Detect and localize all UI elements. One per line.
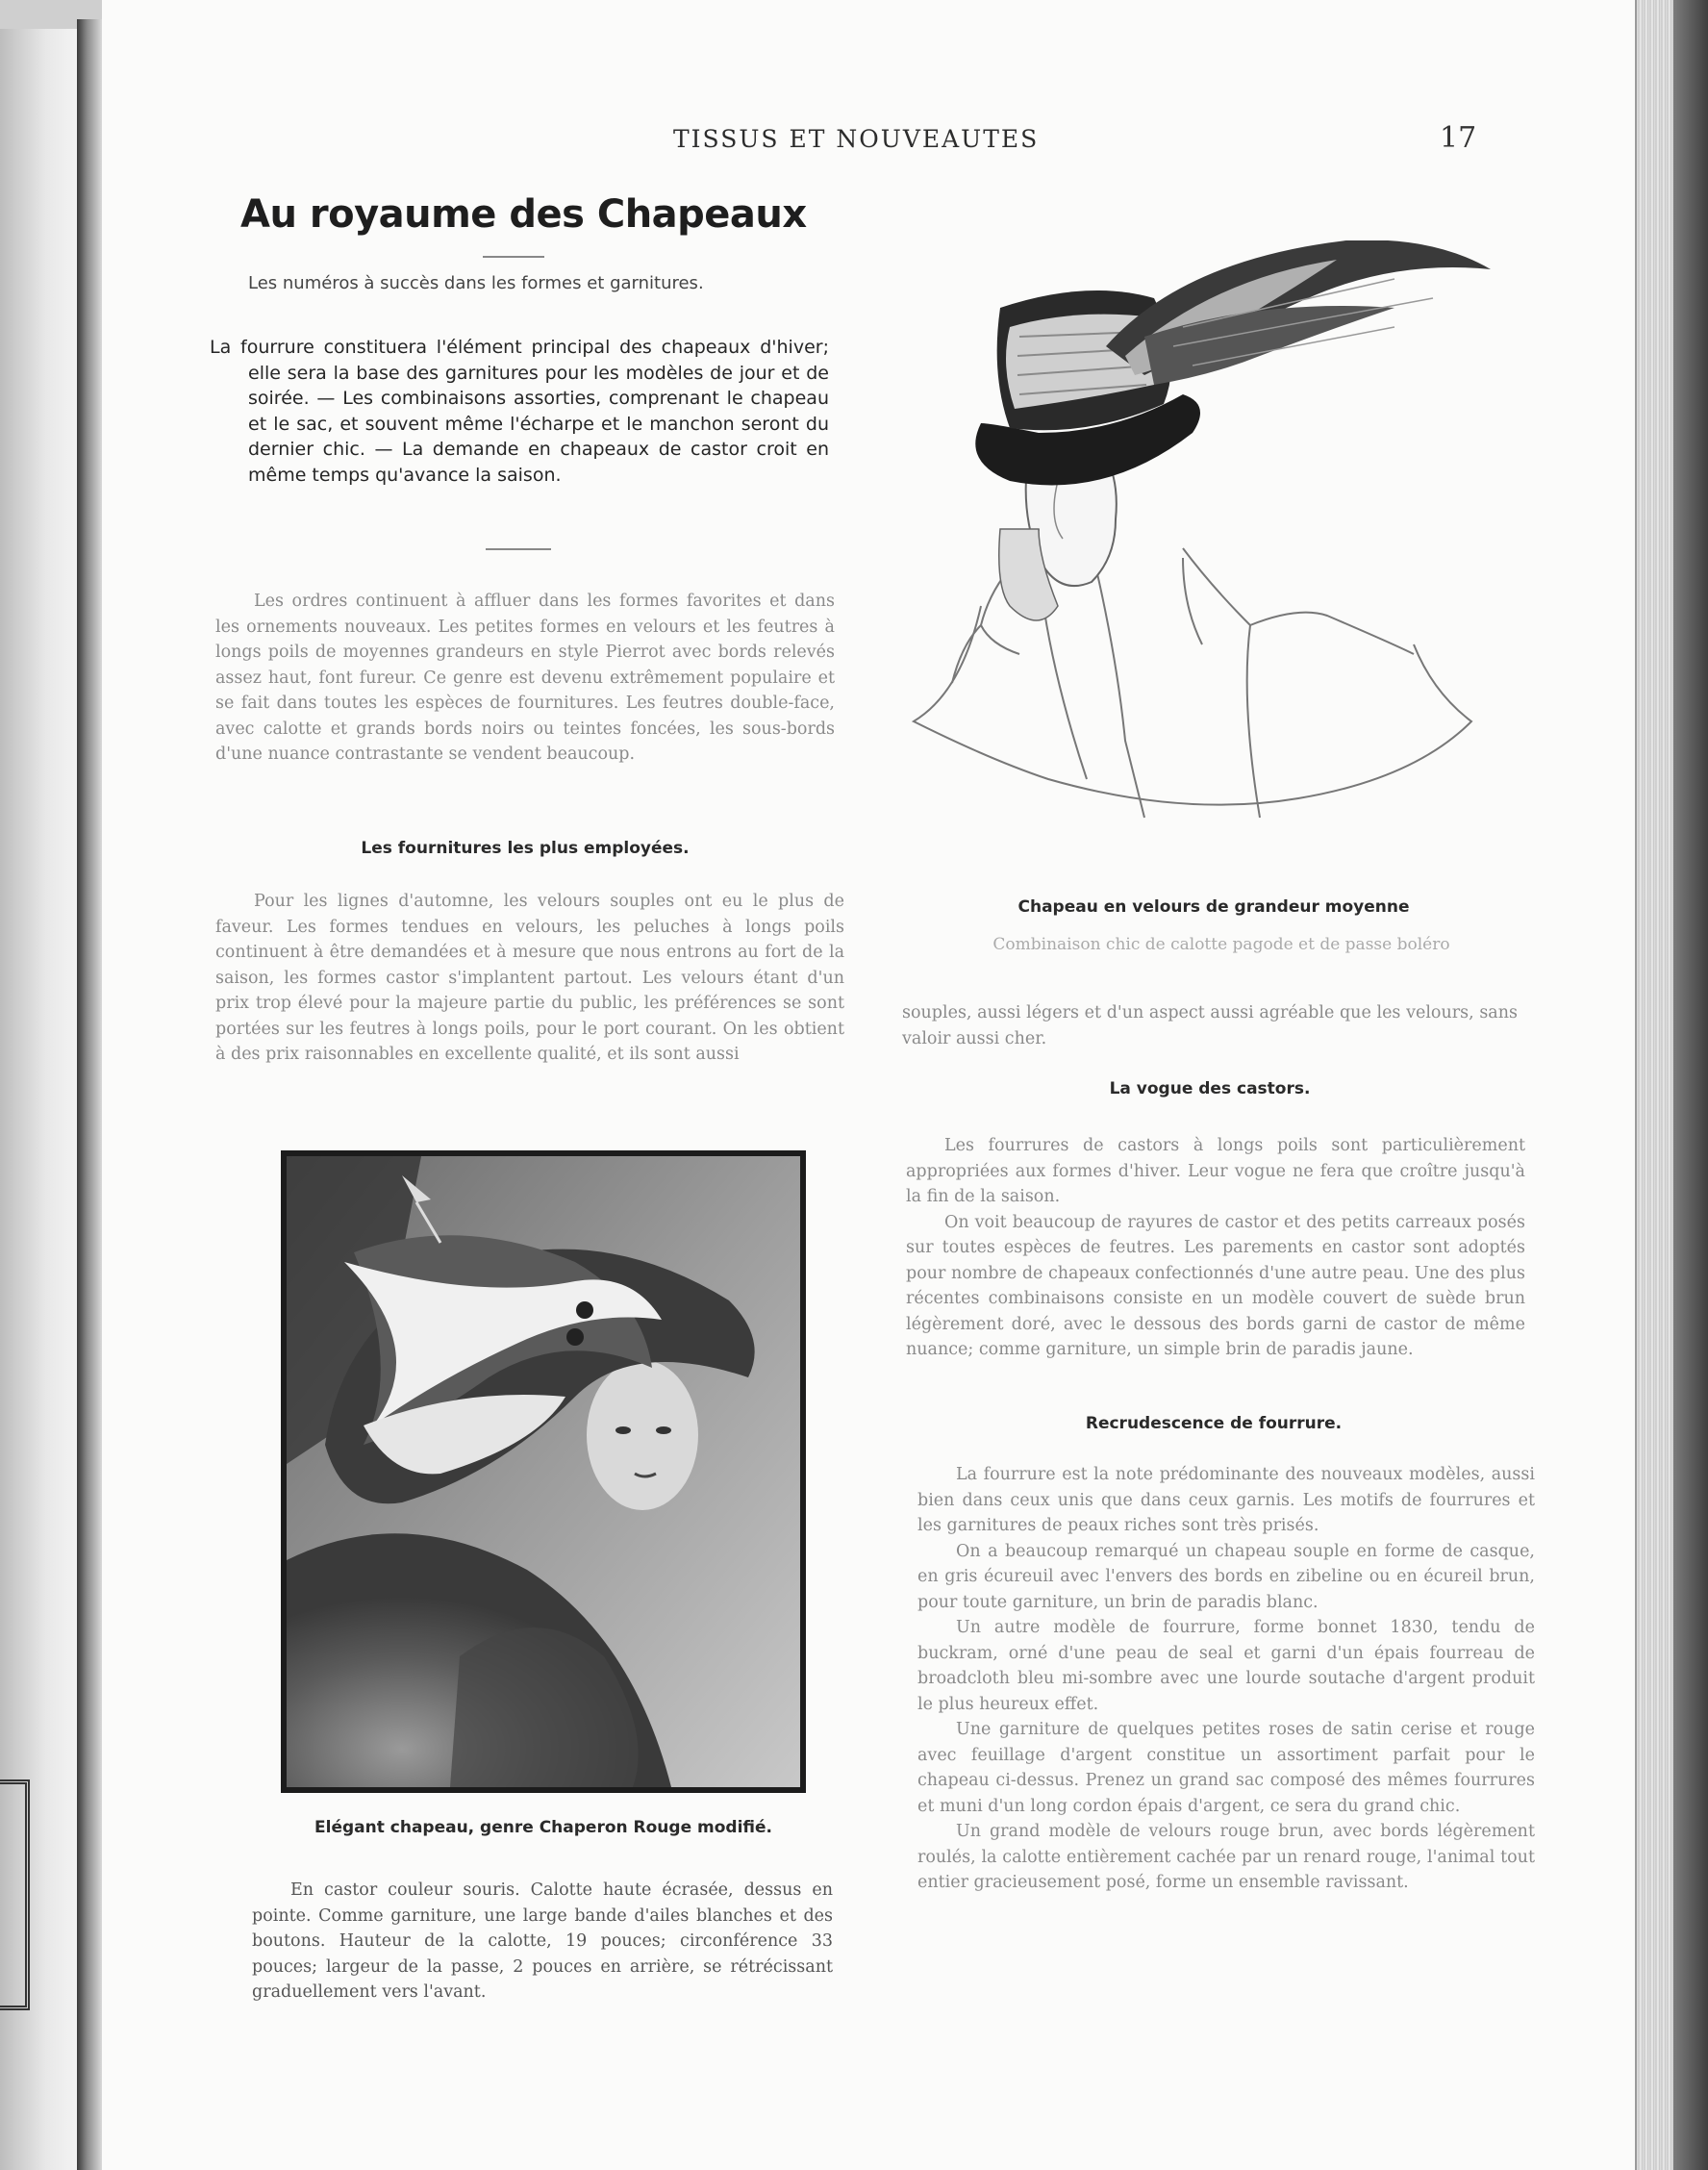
article-title: Au royaume des Chapeaux <box>240 192 807 237</box>
article-subtitle: Les numéros à succès dans les formes et garnitures. <box>248 273 704 293</box>
running-head: TISSUS ET NOUVEAUTES <box>673 125 1040 153</box>
section3-paragraph: La fourrure est la note prédominante des nouveaux modèles, aussi bien dans ceux unis que dans ceux garnis. Les motifs de fourrures et les garnitures de peaux riches sont très prisés. <box>917 1465 1535 1535</box>
section1-text <box>215 889 844 1068</box>
section1-heading: Les fournitures les plus employées. <box>361 839 690 858</box>
hat-photograph-image <box>287 1156 800 1787</box>
section2-paragraph: Les fourrures de castors à longs poils sont particulièrement appropriées aux formes d'hiver. Leur vogue ne fera que croître jusqu'à la fin de la saison. <box>906 1136 1525 1206</box>
section2-paragraph: On voit beaucoup de rayures de castor et des petits carreaux posés sur toutes espèces de feutres. Les parements en castor sont adoptés pour nombre de chapeaux confectionnés d'une autre peau. Une des plus récentes combinaisons consiste en un modèle couvert de suède brun légèrement doré, avec le dessous des bords garni de castor de même nuance; comme garniture, un simple brin de paradis jaune. <box>906 1212 1525 1359</box>
lead-rule <box>486 548 551 550</box>
section3-heading: Recrudescence de fourrure. <box>1085 1414 1343 1433</box>
title-rule <box>483 256 544 258</box>
section1-continued <box>902 1000 1518 1051</box>
drawing-caption: Chapeau en velours de grandeur moyenne <box>1017 897 1410 917</box>
section3-paragraph: On a beaucoup remarqué un chapeau souple en forme de casque, en gris écureuil avec l'envers des bords en zibeline ou en écureil brun, pour toute garniture, un brin de paradis blanc. <box>917 1541 1535 1612</box>
section3-paragraph: Une garniture de quelques petites roses de satin cerise et rouge avec feuillage d'argent constitue un assortiment parfait pour le chapeau ci-dessus. Prenez un grand sac composé des mêmes fourrures et muni d'un long cordon épais d'argent, ce sera du grand chic. <box>917 1720 1535 1816</box>
section1-text-body: Pour les lignes d'automne, les velours souples ont eu le plus de faveur. Les formes tendues en velours, les peluches à longs poils continuent à être demandées et à mesure que nous entrons au fort de la saison, les formes castor s'implantent partout. Les velours étant d'un prix trop élevé pour la majeure partie du public, les préférences se sont portées sur les feutres à longs poils, pour le port courant. On les obtient à des prix raisonnables en excellente qualité, et ils sont aussi <box>215 892 844 1064</box>
section1-continued-text: souples, aussi légers et d'un aspect aussi agréable que les velours, sans valoir aussi cher. <box>902 1003 1518 1048</box>
book-gutter <box>77 19 102 2170</box>
photo-caption: Elégant chapeau, genre Chaperon Rouge modifié. <box>314 1818 772 1837</box>
book-cover-edge <box>1673 0 1708 2170</box>
section3-paragraph: Un grand modèle de velours rouge brun, avec bords légèrement roulés, la calotte entièrement cachée par un renard rouge, l'animal tout entier gracieusement posé, forme un ensemble ravissant. <box>917 1822 1535 1892</box>
section2-heading: La vogue des castors. <box>1109 1079 1311 1098</box>
page-number: 17 <box>1440 121 1477 155</box>
section3-text <box>917 1462 1535 1896</box>
drawing-subcaption: Combinaison chic de calotte pagode et de passe boléro <box>992 935 1450 954</box>
hat-photograph <box>281 1150 806 1793</box>
hat-illustration <box>894 240 1510 837</box>
intro-paragraph <box>215 589 835 768</box>
previous-page-frame-ornament <box>0 1779 30 2010</box>
section3-paragraph: Un autre modèle de fourrure, forme bonnet 1830, tendu de buckram, orné d'une peau de seal et garni d'un épais fourreau de broadcloth bleu mi-sombre avec une lourde soutache d'argent produit le plus heureux effet. <box>917 1618 1535 1714</box>
photo-description-text: En castor couleur souris. Calotte haute écrasée, dessus en pointe. Comme garniture, une large bande d'ailes blanches et des boutons. Hauteur de la calotte, 19 pouces; circonférence 33 pouces; largeur de la passe, 2 pouces en arrière, se rétrécissant graduellement vers l'avant. <box>252 1880 833 2002</box>
hat-illustration-image <box>894 240 1510 837</box>
intro-paragraph-text: Les ordres continuent à affluer dans les formes favorites et dans les ornements nouveaux. Les petites formes en velours et les feutres à longs poils de moyennes grandeurs en style Pierrot avec bords relevés assez haut, font fureur. Ce genre est devenu extrêmement populaire et se fait dans toutes les espèces de fournitures. Les feutres double-face, avec calotte et grands bords noirs ou teintes foncées, les sous-bords d'une nuance contrastante se vendent beaucoup. <box>215 592 835 764</box>
article-lead: La fourrure constituera l'élément principal des chapeaux d'hiver; elle sera la base des garnitures pour les modèles de jour et de soirée. — Les combinaisons assorties, comprenant le chapeau et le sac, et souvent même l'écharpe et le manchon seront du dernier chic. — La demande en chapeaux de castor croit en même temps qu'avance la saison. <box>210 337 829 486</box>
photo-description <box>252 1878 833 2006</box>
section2-text <box>906 1133 1525 1363</box>
